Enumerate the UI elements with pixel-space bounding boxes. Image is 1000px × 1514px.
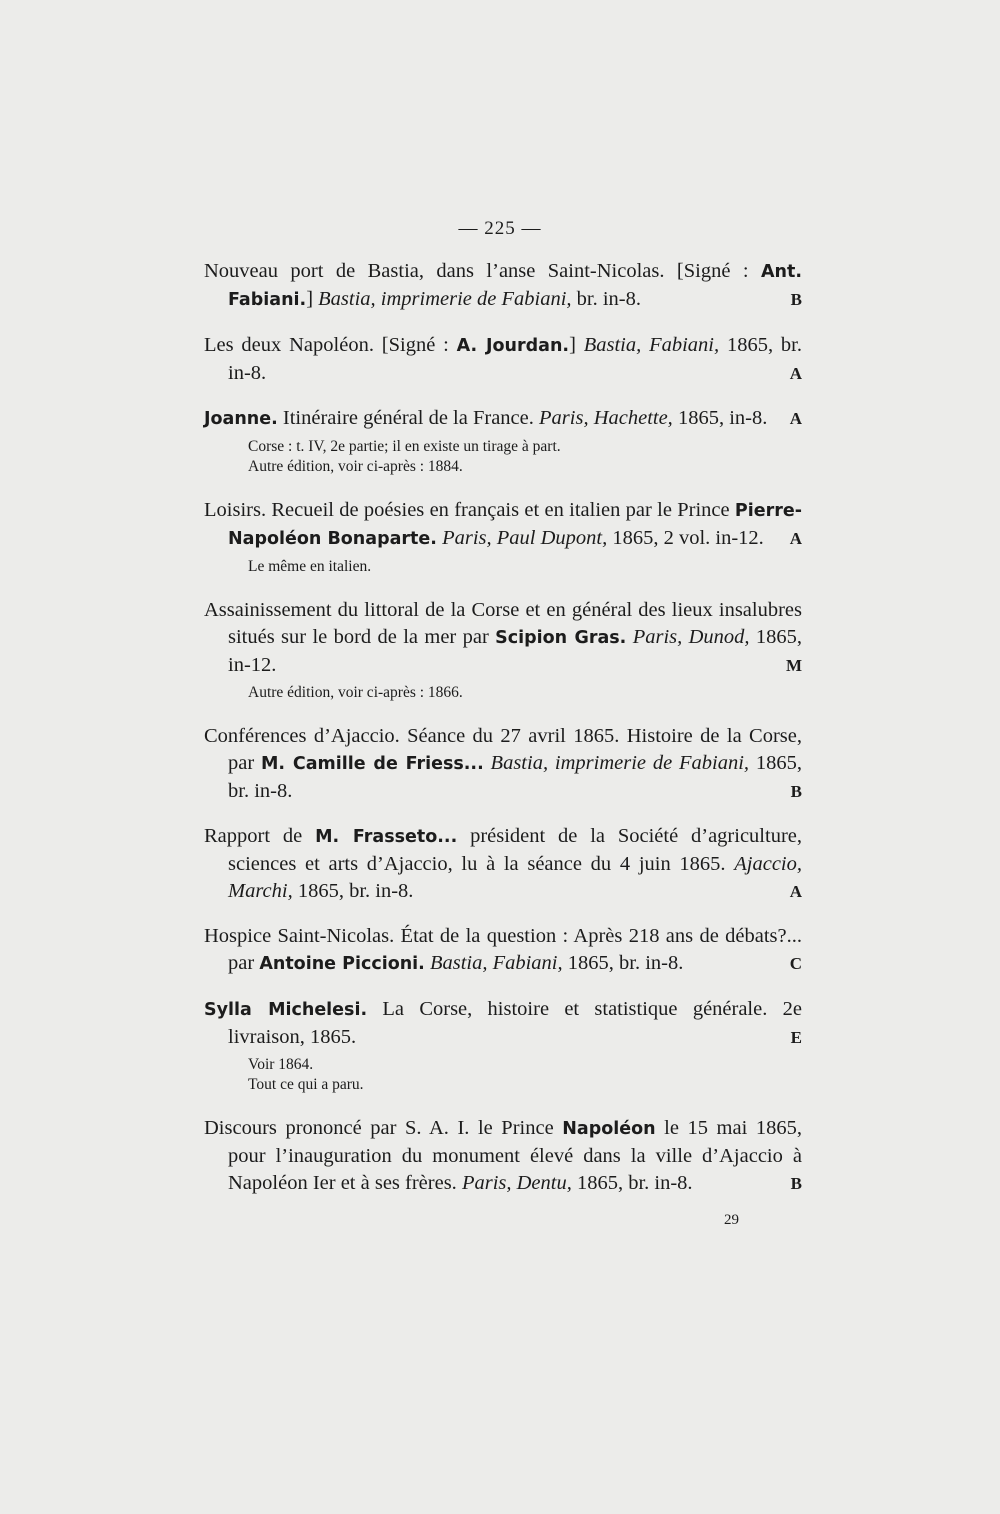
rarity-code: B (790, 290, 802, 309)
entry-text: br. in-8. (571, 288, 641, 310)
entry-text: La Corse, histoire et statistique générale. 2e livraison, 1865. (228, 998, 802, 1048)
publisher-info: Paris, Dentu, (461, 1172, 572, 1194)
rarity-code: A (789, 364, 802, 383)
bibliography-entry (204, 823, 802, 905)
bibliography-entry (204, 405, 802, 433)
entry-text: 1865, br. in-8. (571, 1172, 693, 1194)
entry-note (204, 1055, 802, 1095)
entry-text: Loisirs. Recueil de poésies en français et en italien par le Prince (204, 499, 735, 521)
entry-text: président de la Société d’agriculture, sciences et arts d’Ajaccio, lu à la séance du 4 juin 1865. (228, 825, 802, 875)
rarity-code: B (790, 1174, 802, 1193)
note-line: Corse : t. IV, 2e partie; il en existe un tirage à part. (248, 438, 561, 455)
entry-note (204, 557, 802, 577)
bibliography-entry (204, 258, 802, 314)
rarity-code: C (789, 954, 802, 973)
author-name: Joanne. (204, 409, 278, 429)
entry-text: 1865, in-12. (228, 626, 803, 676)
bibliography-list (204, 258, 802, 1215)
rarity-code: E (790, 1028, 802, 1047)
rarity-code: A (789, 882, 802, 901)
page-number: — 225 — (458, 218, 542, 239)
publisher-info: Ajaccio, Marchi, (228, 853, 802, 902)
publisher-info: Bastia, imprimerie de Fabiani, (318, 288, 572, 310)
bibliography-entry (204, 723, 802, 805)
entry-text: le 15 mai 1865, pour l’inauguration du monument élevé dans la ville d’Ajaccio à Napoléon Ier et à ses frères. (228, 1117, 802, 1194)
author-name: Antoine Piccioni. (259, 954, 425, 974)
entry-note (204, 437, 802, 477)
entry-text: ] (569, 334, 584, 356)
signature-mark: 29 (724, 1212, 739, 1228)
author-name: Scipion Gras. (495, 628, 627, 648)
entry-note (204, 683, 802, 703)
publisher-info: Paris, Dunod, (632, 626, 750, 648)
entry-text: Nouveau port de Bastia, dans l’anse Saint-Nicolas. [Signé : (204, 260, 761, 282)
bibliography-entry (204, 1115, 802, 1197)
publisher-info: Bastia, imprimerie de Fabiani, (490, 752, 750, 774)
entry-text: Hospice Saint-Nicolas. État de la question : Après 218 ans de débats?... par (204, 925, 802, 974)
note-line: Le même en italien. (248, 558, 372, 575)
entry-text: Discours prononcé par S. A. I. le Prince (204, 1117, 563, 1139)
entry-text: 1865, br. in-8. (292, 880, 414, 902)
entry-text: ] (306, 288, 319, 310)
rarity-code: B (790, 782, 802, 801)
entry-text: Assainissement du littoral de la Corse et en général des lieux insalubres situés sur le bord de la mer par (204, 599, 802, 648)
author-name: Pierre-Napoléon Bonaparte. (228, 501, 802, 549)
bibliography-entry (204, 497, 802, 553)
author-name: A. Jourdan. (456, 336, 570, 356)
entry-text: 1865, 2 vol. in-12. (607, 527, 764, 549)
author-name: Ant. Fabiani. (228, 262, 802, 310)
bibliography-entry (204, 923, 802, 978)
author-name: M. Frasseto... (315, 827, 458, 847)
bibliography-entry (204, 597, 802, 679)
entry-text: 1865, br. in-8. (562, 952, 684, 974)
author-name: Napoléon (562, 1119, 656, 1139)
entry-text: 1865, in-8. (672, 407, 768, 429)
publisher-info: Bastia, Fabiani, (429, 952, 563, 974)
note-line: Tout ce qui a paru. (248, 1076, 364, 1093)
rarity-code: M (785, 656, 802, 675)
entry-text: 1865, br. in-8. (228, 334, 802, 384)
publisher-info: Paris, Paul Dupont, (442, 527, 608, 549)
bibliography-entry (204, 996, 802, 1051)
note-line: Autre édition, voir ci-après : 1884. (248, 458, 463, 475)
entry-text: 1865, br. in-8. (228, 752, 802, 802)
entry-text: Rapport de (204, 825, 316, 847)
note-line: Voir 1864. (248, 1056, 314, 1073)
publisher-info: Paris, Hachette, (539, 407, 673, 429)
rarity-code: A (789, 409, 802, 428)
author-name: Sylla Michelesi. (204, 1000, 368, 1020)
entry-text: Les deux Napoléon. [Signé : (204, 334, 457, 356)
rarity-code: A (789, 529, 802, 548)
entry-text: Itinéraire général de la France. (277, 407, 540, 429)
entry-text (484, 752, 491, 774)
entry-text: Conférences d’Ajaccio. Séance du 27 avril 1865. Histoire de la Corse, par (204, 725, 802, 774)
author-name: M. Camille de Friess... (261, 754, 484, 774)
note-line: Autre édition, voir ci-après : 1866. (248, 684, 463, 701)
publisher-info: Bastia, Fabiani, (583, 334, 720, 356)
bibliography-entry (204, 332, 802, 387)
